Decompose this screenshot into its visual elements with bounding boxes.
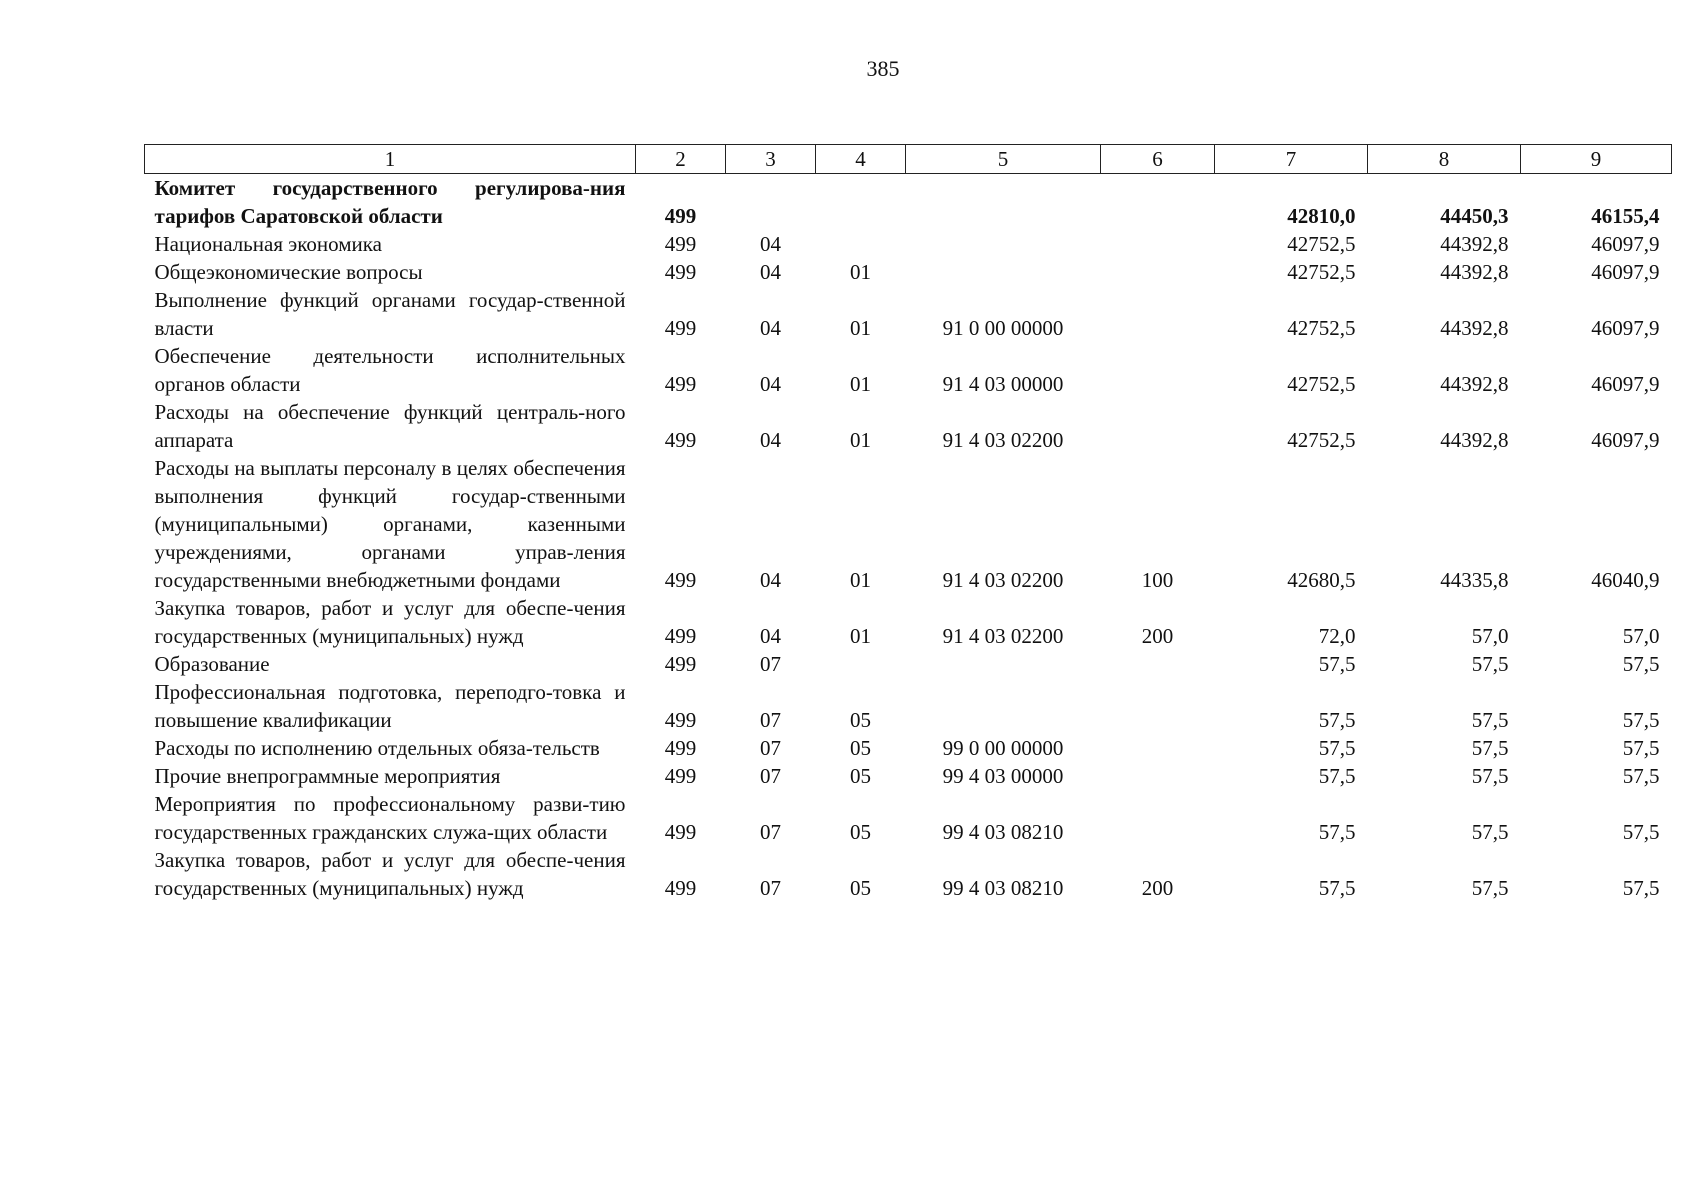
cell-ministry-code: 499 — [664, 764, 697, 788]
cell-amount-year-2: 44450,3 — [1440, 204, 1509, 228]
cell-target-article: 91 4 03 02200 — [942, 568, 1064, 592]
table-row — [145, 230, 1672, 258]
cell-amount-year-2: 57,5 — [1471, 736, 1509, 760]
header-row — [145, 145, 1672, 174]
cell-ministry-code: 499 — [664, 428, 697, 452]
table-row — [145, 258, 1672, 286]
cell-expense-type — [1101, 174, 1215, 231]
cell-subsection — [816, 174, 906, 231]
cell-expense-type — [1101, 258, 1215, 286]
cell-expense-type — [1101, 230, 1215, 258]
cell-target-article — [906, 258, 1101, 286]
cell-section: 07 — [760, 876, 781, 900]
cell-ministry-code: 499 — [664, 316, 697, 340]
cell-amount-year-1: 42752,5 — [1287, 232, 1356, 256]
cell-target-article: 99 0 00 00000 — [942, 736, 1064, 760]
cell-subsection: 01 — [850, 316, 871, 340]
cell-name: Закупка товаров, работ и услуг для обеспе-чения государственных (муниципальных) нужд — [154, 596, 626, 648]
cell-subsection: 05 — [850, 876, 871, 900]
page-number: 385 — [866, 56, 900, 81]
cell-amount-year-1: 42810,0 — [1287, 204, 1356, 228]
cell-amount-year-2: 57,5 — [1471, 820, 1509, 844]
cell-expense-type — [1101, 650, 1215, 678]
header-col-6: 6 — [1101, 145, 1215, 174]
cell-target-article — [906, 650, 1101, 678]
cell-target-article — [906, 174, 1101, 231]
cell-expense-type — [1101, 342, 1215, 398]
cell-amount-year-1: 42752,5 — [1287, 428, 1356, 452]
table-body — [145, 174, 1672, 903]
cell-expense-type — [1101, 398, 1215, 454]
cell-amount-year-3: 46155,4 — [1591, 204, 1660, 228]
cell-ministry-code: 499 — [664, 204, 697, 228]
cell-amount-year-3: 46097,9 — [1591, 428, 1660, 452]
cell-expense-type: 200 — [1141, 624, 1174, 648]
cell-ministry-code: 499 — [664, 736, 697, 760]
cell-name: Профессиональная подготовка, переподго-товка и повышение квалификации — [154, 680, 626, 732]
table-row — [145, 734, 1672, 762]
cell-expense-type — [1101, 762, 1215, 790]
cell-amount-year-1: 42752,5 — [1287, 372, 1356, 396]
cell-ministry-code: 499 — [664, 876, 697, 900]
cell-name: Расходы на выплаты персоналу в целях обеспечения выполнения функций государ-ственными (муниципальными) органами, казенными учреждениями, органами управ-ления государственными внебюджетными фондами — [154, 456, 626, 592]
cell-amount-year-3: 57,5 — [1622, 820, 1660, 844]
cell-amount-year-3: 46097,9 — [1591, 372, 1660, 396]
cell-amount-year-1: 57,5 — [1318, 820, 1356, 844]
cell-section: 04 — [760, 428, 781, 452]
cell-ministry-code: 499 — [664, 708, 697, 732]
cell-amount-year-3: 57,5 — [1622, 876, 1660, 900]
cell-expense-type — [1101, 678, 1215, 734]
header-col-5: 5 — [906, 145, 1101, 174]
cell-amount-year-3: 57,5 — [1622, 652, 1660, 676]
header-col-1: 1 — [145, 145, 636, 174]
cell-expense-type: 200 — [1141, 876, 1174, 900]
cell-amount-year-2: 44335,8 — [1440, 568, 1509, 592]
cell-amount-year-3: 57,5 — [1622, 736, 1660, 760]
cell-ministry-code: 499 — [664, 652, 697, 676]
cell-target-article: 91 4 03 02200 — [942, 428, 1064, 452]
table-row — [145, 174, 1672, 231]
cell-name: Прочие внепрограммные мероприятия — [154, 764, 501, 788]
cell-target-article: 99 4 03 08210 — [942, 820, 1064, 844]
table-row — [145, 342, 1672, 398]
cell-amount-year-1: 57,5 — [1318, 764, 1356, 788]
cell-section: 07 — [760, 736, 781, 760]
cell-ministry-code: 499 — [664, 624, 697, 648]
cell-subsection: 01 — [850, 568, 871, 592]
cell-expense-type: 100 — [1141, 568, 1174, 592]
budget-table — [144, 144, 1672, 902]
cell-amount-year-2: 57,5 — [1471, 764, 1509, 788]
cell-amount-year-2: 44392,8 — [1440, 260, 1509, 284]
cell-ministry-code: 499 — [664, 260, 697, 284]
cell-amount-year-1: 57,5 — [1318, 736, 1356, 760]
cell-subsection: 05 — [850, 736, 871, 760]
cell-section: 07 — [760, 820, 781, 844]
cell-ministry-code: 499 — [664, 820, 697, 844]
header-col-7: 7 — [1215, 145, 1368, 174]
cell-amount-year-1: 57,5 — [1318, 708, 1356, 732]
cell-section: 07 — [760, 652, 781, 676]
cell-expense-type — [1101, 790, 1215, 846]
cell-amount-year-2: 57,0 — [1471, 624, 1509, 648]
cell-subsection: 05 — [850, 708, 871, 732]
cell-name: Расходы на обеспечение функций централь-ного аппарата — [154, 400, 626, 452]
cell-name: Закупка товаров, работ и услуг для обеспе-чения государственных (муниципальных) нужд — [154, 848, 626, 900]
cell-target-article — [906, 678, 1101, 734]
cell-amount-year-1: 42752,5 — [1287, 260, 1356, 284]
cell-amount-year-3: 46097,9 — [1591, 260, 1660, 284]
cell-target-article: 91 4 03 00000 — [942, 372, 1064, 396]
cell-amount-year-3: 57,0 — [1622, 624, 1660, 648]
cell-name: Мероприятия по профессиональному разви-тию государственных гражданских служа-щих области — [154, 792, 626, 844]
cell-name: Комитет государственного регулирова-ния тарифов Саратовской области — [154, 176, 626, 228]
cell-target-article: 91 4 03 02200 — [942, 624, 1064, 648]
cell-name: Выполнение функций органами государ-ственной власти — [154, 288, 626, 340]
cell-section: 04 — [760, 260, 781, 284]
cell-amount-year-2: 57,5 — [1471, 652, 1509, 676]
cell-section: 04 — [760, 568, 781, 592]
table-row — [145, 594, 1672, 650]
cell-expense-type — [1101, 286, 1215, 342]
cell-subsection: 01 — [850, 624, 871, 648]
cell-subsection: 01 — [850, 260, 871, 284]
cell-amount-year-3: 57,5 — [1622, 764, 1660, 788]
table-row — [145, 454, 1672, 594]
cell-amount-year-2: 57,5 — [1471, 708, 1509, 732]
cell-section — [726, 174, 816, 231]
table-row — [145, 846, 1672, 902]
cell-ministry-code: 499 — [664, 372, 697, 396]
cell-subsection: 05 — [850, 820, 871, 844]
cell-section: 07 — [760, 708, 781, 732]
cell-section: 04 — [760, 624, 781, 648]
header-col-3: 3 — [726, 145, 816, 174]
cell-amount-year-1: 42752,5 — [1287, 316, 1356, 340]
cell-amount-year-3: 46040,9 — [1591, 568, 1660, 592]
cell-subsection — [816, 650, 906, 678]
table-row — [145, 762, 1672, 790]
cell-ministry-code: 499 — [664, 232, 697, 256]
cell-amount-year-1: 42680,5 — [1287, 568, 1356, 592]
cell-target-article: 99 4 03 00000 — [942, 764, 1064, 788]
cell-name: Образование — [154, 652, 270, 676]
cell-amount-year-1: 57,5 — [1318, 652, 1356, 676]
cell-amount-year-1: 72,0 — [1318, 624, 1356, 648]
cell-amount-year-2: 44392,8 — [1440, 428, 1509, 452]
cell-expense-type — [1101, 734, 1215, 762]
header-col-9: 9 — [1521, 145, 1672, 174]
cell-amount-year-3: 57,5 — [1622, 708, 1660, 732]
cell-amount-year-1: 57,5 — [1318, 876, 1356, 900]
cell-subsection: 01 — [850, 372, 871, 396]
header-col-2: 2 — [636, 145, 726, 174]
cell-amount-year-2: 44392,8 — [1440, 232, 1509, 256]
cell-amount-year-2: 44392,8 — [1440, 316, 1509, 340]
cell-amount-year-2: 57,5 — [1471, 876, 1509, 900]
cell-name: Национальная экономика — [154, 232, 382, 256]
cell-name: Общеэкономические вопросы — [154, 260, 423, 284]
table-row — [145, 678, 1672, 734]
cell-amount-year-3: 46097,9 — [1591, 316, 1660, 340]
cell-amount-year-3: 46097,9 — [1591, 232, 1660, 256]
cell-ministry-code: 499 — [664, 568, 697, 592]
header-col-4: 4 — [816, 145, 906, 174]
cell-target-article — [906, 230, 1101, 258]
cell-section: 04 — [760, 372, 781, 396]
cell-section: 04 — [760, 232, 781, 256]
cell-name: Расходы по исполнению отдельных обяза-тельств — [154, 736, 600, 760]
table-row — [145, 790, 1672, 846]
cell-section: 07 — [760, 764, 781, 788]
cell-name: Обеспечение деятельности исполнительных органов области — [154, 344, 626, 396]
cell-target-article: 91 0 00 00000 — [942, 316, 1064, 340]
cell-section: 04 — [760, 316, 781, 340]
table-row — [145, 286, 1672, 342]
cell-subsection: 01 — [850, 428, 871, 452]
header-col-8: 8 — [1368, 145, 1521, 174]
table-row — [145, 650, 1672, 678]
table-row — [145, 398, 1672, 454]
cell-subsection — [816, 230, 906, 258]
cell-subsection: 05 — [850, 764, 871, 788]
cell-target-article: 99 4 03 08210 — [942, 876, 1064, 900]
cell-amount-year-2: 44392,8 — [1440, 372, 1509, 396]
